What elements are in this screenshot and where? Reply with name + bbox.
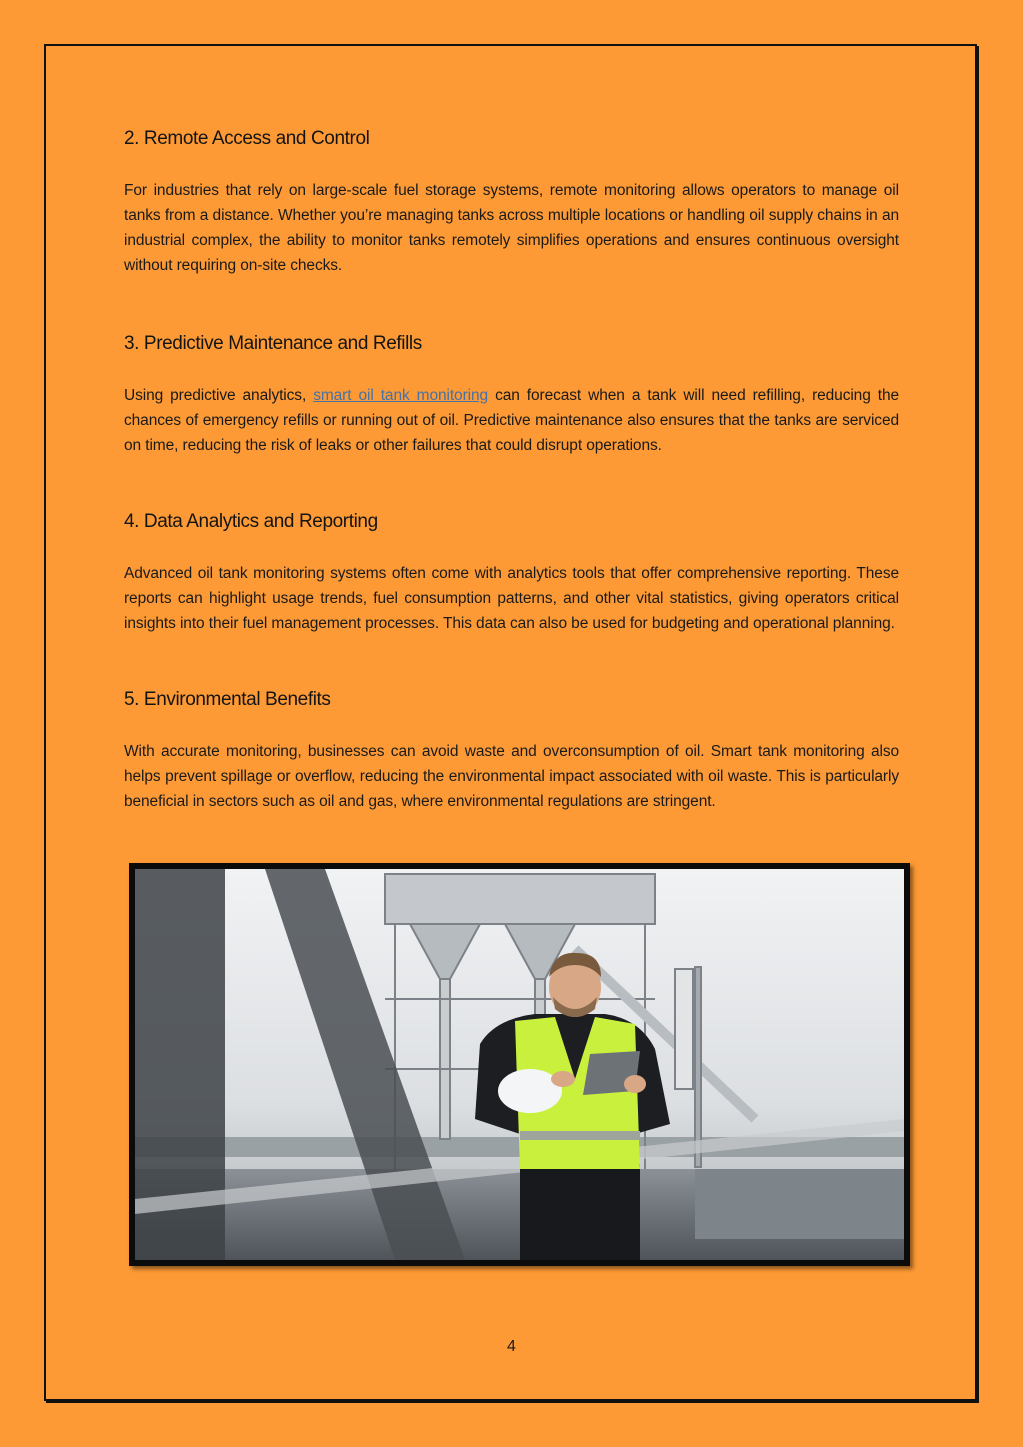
section-predictive-maintenance [124, 325, 899, 480]
body-text: can forecast when a tank will need refilling, reducing the chances of emergency refills or running out of oil. Predictive maintenance also ensures that the tanks are serviced on time, reducing the risk of leaks or other failures that could disrupt operations. [124, 387, 900, 454]
section-data-analytics [124, 503, 899, 658]
section-body: For industries that rely on large-scale fuel storage systems, remote monitoring allows operators to manage oil tanks from a distance. Whether you’re managing tanks across multiple locations or handling oil supply chains in an industrial complex, the ability to monitor tanks remotely simplifies operations and ensures continuous oversight without requiring on-site checks. [124, 182, 899, 274]
section-heading: 3. Predictive Maintenance and Refills [124, 333, 422, 354]
section-body: Advanced oil tank monitoring systems often come with analytics tools that offer comprehensive reporting. These reports can highlight usage trends, fuel consumption patterns, and other vital statistics, giving operators critical insights into their fuel management processes. This data can also be used for budgeting and operational planning. [124, 565, 899, 632]
section-heading: 4. Data Analytics and Reporting [124, 511, 378, 532]
section-heading: 2. Remote Access and Control [124, 128, 370, 149]
page-number: 4 [507, 1338, 516, 1355]
photo-frame [129, 863, 910, 1266]
worker-photo [135, 869, 904, 1260]
section-remote-access [124, 120, 899, 300]
section-heading: 5. Environmental Benefits [124, 689, 331, 710]
section-body [124, 383, 899, 458]
photo-illustration [135, 869, 904, 1260]
section-body: With accurate monitoring, businesses can avoid waste and overconsumption of oil. Smart tank monitoring also helps prevent spillage or overflow, reducing the environmental impact associated with oil waste. This is particularly beneficial in sectors such as oil and gas, where environmental regulations are stringent. [124, 743, 899, 810]
body-text: Using predictive analytics, [124, 387, 314, 404]
smart-oil-tank-monitoring-link[interactable]: smart oil tank monitoring [313, 387, 489, 404]
section-environmental-benefits [124, 681, 899, 836]
